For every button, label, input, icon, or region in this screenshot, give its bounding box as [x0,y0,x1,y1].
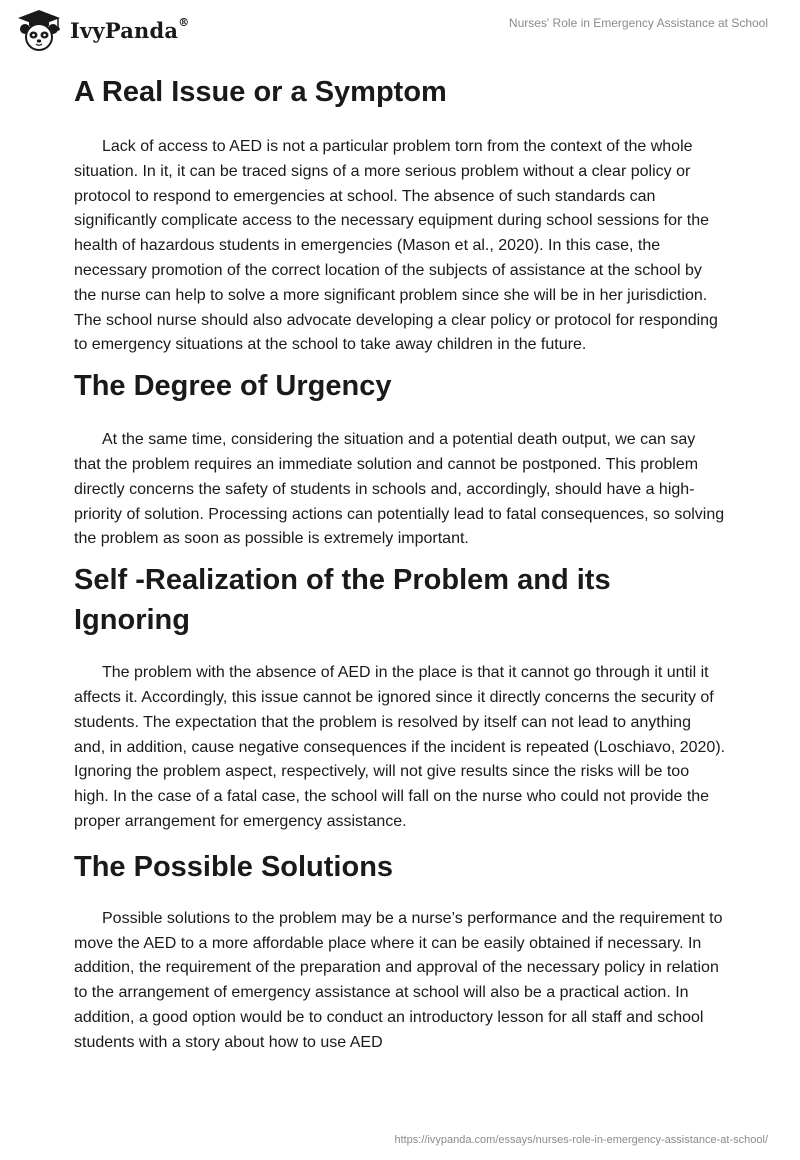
page-header [0,0,800,60]
section-paragraph-urgency: At the same time, considering the situation and a potential death output, we can say that the problem requires an immediate solution and cannot be postponed. This problem directly concerns the safety of students in schools and, accordingly, should have a high-priority of solution. Processing actions can potentially lead to fatal consequences, so solving the problem as soon as possible is extremely important. [74,431,725,548]
section-paragraph-solutions: Possible solutions to the problem may be a nurse’s performance and the requirement to move the AED to a more affordable place where it can be easily obtained if necessary. In addition, the requirement of the preparation and approval of the necessary policy in relation to the arrangement of emergency assistance at school will also be a practical action. In addition, a good option would be to conduct an introductory lesson for all staff and school students with a story about how to use AED [74,909,723,1051]
section-heading-solutions: The Possible Solutions [74,850,394,883]
panda-graduate-icon [14,8,64,52]
essay-content [74,70,726,1056]
source-url[interactable]: https://ivypanda.com/essays/nurses-role-in-emergency-assistance-at-school/ [394,1134,768,1146]
logo-wordmark [70,15,190,43]
section-heading-self-realization: Self -Realization of the Problem and its Ignoring [74,564,611,637]
logo-text: IvyPanda [70,17,179,43]
section-heading-urgency: The Degree of Urgency [74,370,392,403]
section-heading-real-issue: A Real Issue or a Symptom [74,76,447,108]
registered-mark: ® [178,15,190,29]
section-paragraph-self-realization: The problem with the absence of AED in the place is that it cannot go through it until it affects it. Accordingly, this issue cannot be ignored since it directly concerns the security of students. The expectation that the problem is resolved by itself can not lead to anything and, in addition, cause negative consequences if the incident is repeated (Loschiavo, 2020). Ignoring the problem aspect, respectively, will not give results since the risks will be too high. In the case of a fatal case, the school will fall on the nurse who could not provide the proper arrangement for emergency assistance. [74,664,726,830]
document-title: Nurses' Role in Emergency Assistance at School [508,16,768,30]
ivypanda-logo[interactable] [14,8,189,52]
section-paragraph-real-issue: Lack of access to AED is not a particular problem torn from the context of the whole situation. In it, it can be traced signs of a more serious problem without a clear policy or protocol to respond to emergencies at school. The absence of such standards can significantly complicate access to the necessary equipment during school sessions for the health of hazardous students in emergencies (Mason et al., 2020). In this case, the necessary promotion of the correct location of the subjects of assistance at the school by the nurse can help to solve a more significant problem since she will be in her jurisdiction. The school nurse should also advocate developing a clear policy or protocol for responding to emergency situations at the school to take away children in the future. [74,138,718,354]
